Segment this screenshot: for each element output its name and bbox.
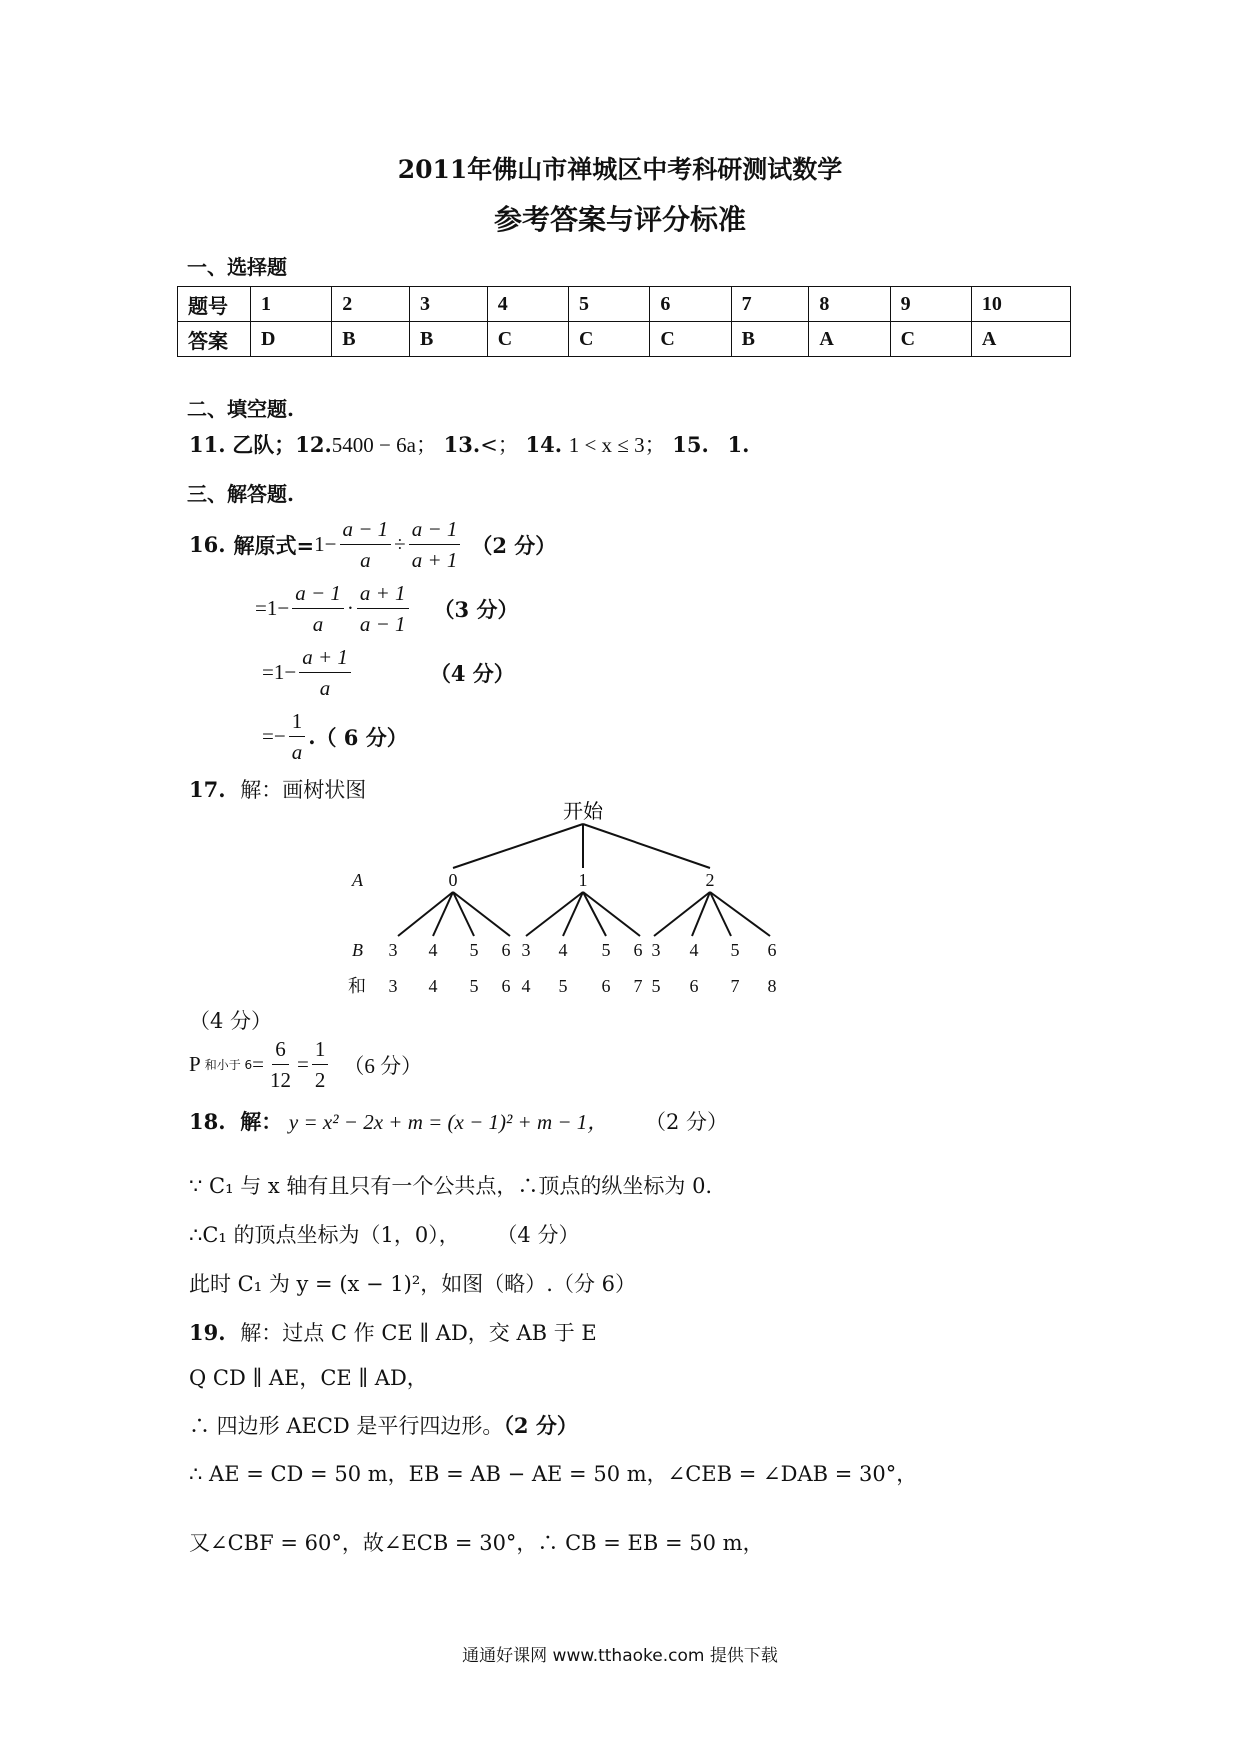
tree-node-b: 6 — [767, 940, 777, 960]
fraction — [289, 708, 306, 765]
choice-answer-table — [177, 286, 1071, 357]
equals-sign: = — [255, 596, 267, 620]
table-cell: C — [487, 322, 568, 357]
fraction — [312, 1036, 329, 1093]
table-cell: D — [251, 322, 332, 357]
one: 1 — [266, 596, 278, 620]
sum-value: 5 — [558, 976, 568, 996]
tree-node-b: 3 — [521, 940, 531, 960]
table-row-numbers — [178, 287, 1071, 322]
q16-step4 — [262, 708, 408, 765]
score: （ 6 分） — [315, 724, 408, 750]
separator: ； — [415, 433, 437, 457]
sum-value: 5 — [651, 976, 661, 996]
table-cell: 10 — [971, 287, 1070, 322]
table-header-cell: 答案 — [178, 322, 251, 357]
sum-value: 5 — [469, 976, 479, 996]
branch-line — [526, 892, 583, 936]
q19-line1 — [189, 1317, 597, 1347]
table-cell: 9 — [890, 287, 971, 322]
equals-sign: = — [296, 1052, 309, 1076]
branch-line — [583, 824, 710, 868]
q19-line2: Q CD ∥ AE，CE ∥ AD， — [189, 1366, 428, 1390]
branch-line — [433, 892, 453, 936]
q16-step1 — [189, 516, 556, 573]
q18-intro: 解： — [240, 1109, 283, 1134]
q16-step3 — [262, 644, 515, 701]
tree-node-b: 6 — [501, 940, 511, 960]
tree-node-b: 4 — [689, 940, 699, 960]
table-cell: A — [971, 322, 1070, 357]
table-cell: B — [332, 322, 410, 357]
row-label-b: B — [352, 940, 363, 960]
tree-node-b: 6 — [633, 940, 643, 960]
table-cell: C — [650, 322, 731, 357]
tree-diagram — [320, 788, 800, 1000]
score: （6 分） — [343, 1053, 423, 1078]
q18-label: 18. — [189, 1109, 226, 1134]
q11-answer: 乙队； — [232, 432, 296, 457]
table-cell: C — [569, 322, 650, 357]
q19-line4: ∴ AE = CD = 50 m，EB = AB − AE = 50 m，∠CEB = ∠DAB = 30°， — [189, 1462, 918, 1486]
numerator: a + 1 — [357, 580, 409, 609]
q19-line5: 又∠CBF = 60°，故∠ECB = 30°，∴ CB = EB = 50 m， — [189, 1531, 764, 1555]
branch-line — [453, 824, 583, 868]
denominator: a — [312, 612, 324, 636]
q19-construction: 解：过点 C 作 CE ∥ AD，交 AB 于 E — [240, 1321, 597, 1345]
fraction — [292, 580, 344, 637]
q18-line3 — [189, 1219, 579, 1249]
score: （3 分） — [433, 596, 519, 622]
fraction — [409, 516, 461, 573]
denominator: 12 — [269, 1068, 291, 1092]
q19-line3 — [189, 1410, 578, 1440]
table-cell: 5 — [569, 287, 650, 322]
q11-label: 11. — [189, 432, 226, 457]
numerator: a + 1 — [299, 644, 351, 673]
table-cell: 1 — [251, 287, 332, 322]
probability-subscript: 和小于 6 — [204, 1058, 253, 1072]
q18-line4: 此时 C₁ 为 y = (x − 1)²，如图（略）.（分 6） — [189, 1272, 636, 1296]
table-cell: 3 — [410, 287, 488, 322]
tree-node-a: 0 — [448, 870, 458, 890]
fraction — [299, 644, 351, 701]
table-cell: B — [410, 322, 488, 357]
branch-line — [453, 892, 510, 936]
fill-answers-line — [189, 429, 749, 459]
denominator: a — [360, 548, 371, 572]
probability-label: P — [189, 1052, 201, 1076]
tree-node-a: 2 — [705, 870, 715, 890]
q13-answer: <； — [480, 433, 519, 457]
table-cell: 8 — [809, 287, 890, 322]
divide-sign: ÷ — [394, 532, 406, 556]
sum-value: 3 — [388, 976, 398, 996]
q18-expression: y = x² − 2x + m = (x − 1)² + m − 1， — [288, 1110, 609, 1134]
minus-sign: − — [284, 660, 297, 684]
table-cell: 7 — [731, 287, 809, 322]
numerator: 6 — [272, 1036, 289, 1065]
branch-line — [710, 892, 770, 936]
q12-answer: 5400 − 6a — [331, 433, 416, 457]
fraction — [357, 580, 409, 637]
equals-sign: = — [262, 724, 274, 748]
numerator: 1 — [289, 708, 306, 737]
tree-node-a: 1 — [578, 870, 588, 890]
q18-line1 — [189, 1106, 728, 1136]
q12-label: 12. — [295, 432, 332, 457]
row-label-a: A — [352, 870, 363, 890]
sum-value: 8 — [767, 976, 777, 996]
q16-step2 — [255, 580, 518, 637]
denominator: a — [291, 740, 303, 764]
document-subtitle: 参考答案与评分标准 — [493, 203, 746, 236]
branch-line — [583, 892, 640, 936]
q17-intro: 解：画树状图 — [240, 778, 367, 802]
numerator: a − 1 — [292, 580, 344, 609]
one: 1 — [273, 660, 285, 684]
q16-intro: 解原式= — [233, 532, 315, 558]
tree-node-b: 4 — [558, 940, 568, 960]
period: . — [308, 724, 316, 749]
q17-score4: （4 分） — [189, 1009, 273, 1033]
denominator: 2 — [314, 1068, 326, 1092]
sum-value: 6 — [501, 976, 511, 996]
sum-value: 6 — [601, 976, 611, 996]
sum-value: 4 — [428, 976, 438, 996]
section-heading-choice: 一、选择题 — [187, 255, 287, 279]
fraction — [340, 516, 392, 573]
tree-root-label: 开始 — [563, 801, 603, 823]
score: （2 分） — [503, 1413, 578, 1438]
denominator: a − 1 — [359, 612, 406, 636]
q17-probability — [189, 1036, 422, 1093]
q15-label: 15. — [672, 432, 709, 457]
table-row-answers — [178, 322, 1071, 357]
tree-node-b: 3 — [388, 940, 398, 960]
q18-vertex-text: ∴C₁ 的顶点坐标为（1，0）， — [189, 1223, 460, 1247]
row-label-sum: 和 — [348, 976, 366, 996]
table-cell: 6 — [650, 287, 731, 322]
q14-answer: 1 < x ≤ 3 — [568, 433, 645, 457]
footer-source: 通通好课网 www.tthaoke.com 提供下载 — [462, 1646, 778, 1666]
score: （2 分） — [471, 532, 557, 558]
q19-parallelogram: ∴ 四边形 AECD 是平行四边形。 — [189, 1414, 504, 1438]
denominator: a — [319, 676, 331, 700]
score: （4 分） — [496, 1223, 580, 1247]
tree-node-b: 5 — [601, 940, 611, 960]
section-heading-solve: 三、解答题. — [187, 482, 294, 506]
fraction — [267, 1036, 294, 1093]
q19-label: 19. — [189, 1320, 226, 1345]
numerator: a − 1 — [340, 516, 392, 545]
equals-sign: = — [252, 1052, 264, 1076]
tree-node-b: 5 — [469, 940, 479, 960]
separator: ； — [644, 433, 666, 457]
branch-line — [398, 892, 453, 936]
score: （4 分） — [429, 660, 515, 686]
times-dot: · — [346, 596, 354, 620]
q14-label: 14. — [525, 432, 563, 457]
q18-line2: ∵ C₁ 与 x 轴有且只有一个公共点，∴顶点的纵坐标为 0. — [189, 1174, 713, 1198]
tree-node-b: 3 — [651, 940, 661, 960]
table-cell: A — [809, 322, 890, 357]
minus-sign: − — [324, 532, 337, 556]
table-cell: B — [731, 322, 809, 357]
table-cell: 4 — [487, 287, 568, 322]
numerator: 1 — [312, 1036, 329, 1065]
tree-node-b: 5 — [730, 940, 740, 960]
branch-line — [583, 892, 606, 936]
numerator: a − 1 — [409, 516, 461, 545]
section-heading-fill: 二、填空题. — [187, 397, 294, 421]
document-title: 2011年佛山市禅城区中考科研测试数学 — [397, 155, 843, 184]
table-cell: C — [890, 322, 971, 357]
sum-value: 4 — [521, 976, 531, 996]
one: 1 — [314, 532, 325, 556]
minus-sign: − — [277, 596, 290, 620]
q17-label: 17. — [189, 777, 226, 802]
equals-sign: = — [262, 660, 274, 684]
q15-answer: 1. — [727, 432, 750, 457]
q13-label: 13. — [443, 432, 481, 457]
branch-line — [453, 892, 474, 936]
sum-value: 7 — [730, 976, 740, 996]
denominator: a + 1 — [411, 548, 458, 572]
tree-node-b: 4 — [428, 940, 438, 960]
table-header-cell: 题号 — [178, 287, 251, 322]
minus-sign: − — [273, 724, 286, 748]
sum-value: 7 — [633, 976, 643, 996]
score: （2 分） — [645, 1110, 729, 1134]
sum-value: 6 — [689, 976, 699, 996]
table-cell: 2 — [332, 287, 410, 322]
q16-label: 16. — [189, 532, 226, 557]
